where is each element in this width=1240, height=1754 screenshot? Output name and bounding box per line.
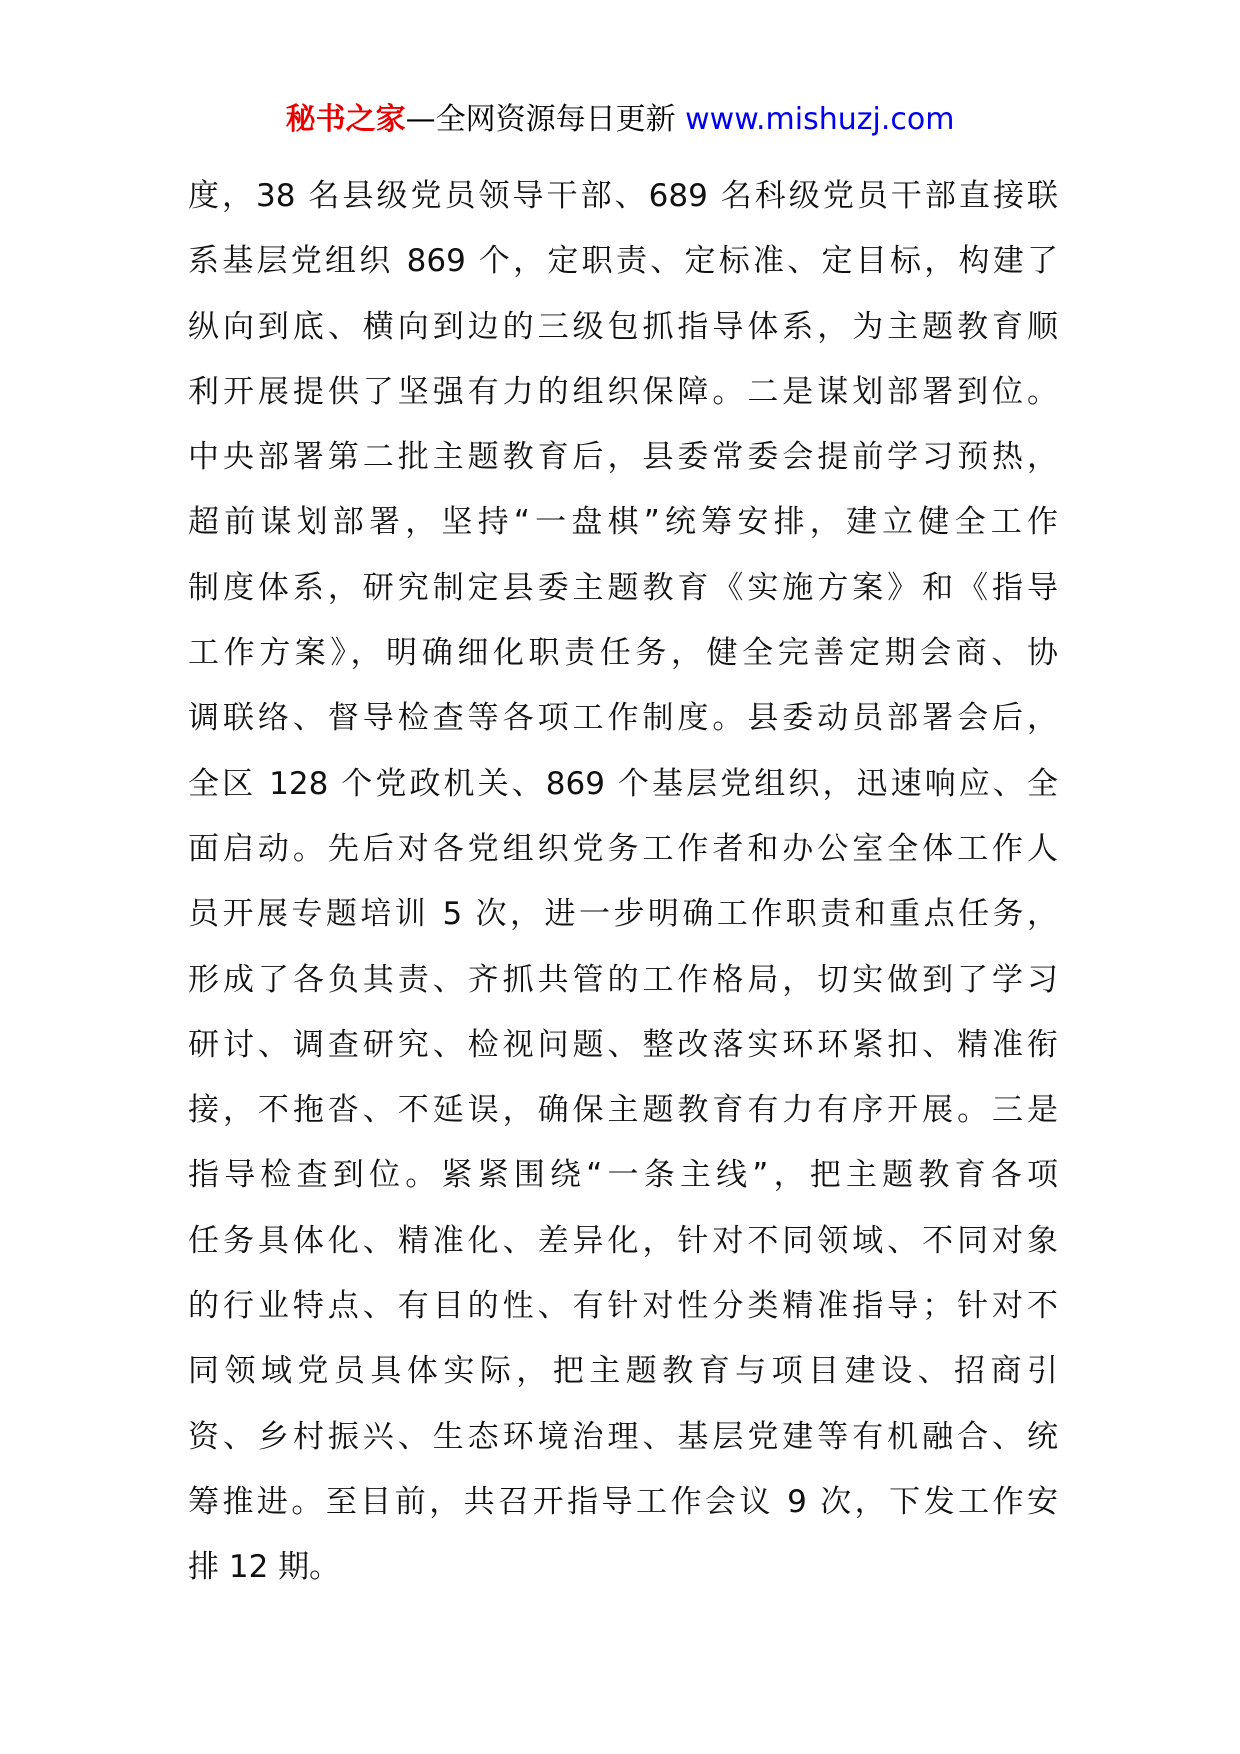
text-line: 筹推进。至目前，共召开指导工作会议 9 次，下发工作安 bbox=[188, 1483, 1058, 1520]
header-tagline: —全网资源每日更新 bbox=[405, 102, 676, 137]
text-line: 中央部署第二批主题教育后，县委常委会提前学习预热， bbox=[188, 439, 1058, 476]
text-line: 研讨、调查研究、检视问题、整改落实环环紧扣、精准衔 bbox=[188, 1026, 1058, 1063]
text-line: 的行业特点、有目的性、有针对性分类精准指导；针对不 bbox=[188, 1288, 1058, 1325]
body-paragraph bbox=[188, 164, 1058, 1601]
text-line: 系基层党组织 869 个，定职责、定标准、定目标，构建了 bbox=[188, 243, 1058, 280]
text-line: 面启动。先后对各党组织党务工作者和办公室全体工作人 bbox=[188, 830, 1058, 867]
text-line: 形成了各负其责、齐抓共管的工作格局，切实做到了学习 bbox=[188, 961, 1058, 998]
text-line: 度，38 名县级党员领导干部、689 名科级党员干部直接联 bbox=[188, 178, 1058, 214]
text-line: 员开展专题培训 5 次，进一步明确工作职责和重点任务， bbox=[188, 896, 1058, 933]
text-line: 任务具体化、精准化、差异化，针对不同领域、不同对象 bbox=[188, 1222, 1058, 1259]
site-url-link[interactable]: www.mishuzj.com bbox=[685, 102, 955, 137]
text-line: 调联络、督导检查等各项工作制度。县委动员部署会后， bbox=[188, 700, 1058, 737]
text-line: 排 12 期。 bbox=[188, 1549, 341, 1586]
text-line: 全区 128 个党政机关、869 个基层党组织，迅速响应、全 bbox=[188, 765, 1058, 802]
text-line: 同领域党员具体实际，把主题教育与项目建设、招商引 bbox=[188, 1353, 1058, 1390]
text-line: 工作方案》，明确细化职责任务，健全完善定期会商、协 bbox=[188, 635, 1058, 672]
text-line: 利开展提供了坚强有力的组织保障。二是谋划部署到位。 bbox=[188, 373, 1058, 410]
text-line: 制度体系，研究制定县委主题教育《实施方案》和《指导 bbox=[188, 569, 1058, 606]
text-line: 资、乡村振兴、生态环境治理、基层党建等有机融合、统 bbox=[188, 1418, 1058, 1455]
text-line: 接，不拖沓、不延误，确保主题教育有力有序开展。三是 bbox=[188, 1092, 1058, 1129]
text-line: 超前谋划部署，坚持“一盘棋”统筹安排，建立健全工作 bbox=[188, 504, 1058, 541]
site-header bbox=[0, 98, 1240, 142]
text-line: 指导检查到位。紧紧围绕“一条主线”，把主题教育各项 bbox=[188, 1157, 1058, 1194]
brand-name: 秘书之家 bbox=[285, 102, 406, 137]
text-line: 纵向到底、横向到边的三级包抓指导体系，为主题教育顺 bbox=[188, 308, 1058, 345]
